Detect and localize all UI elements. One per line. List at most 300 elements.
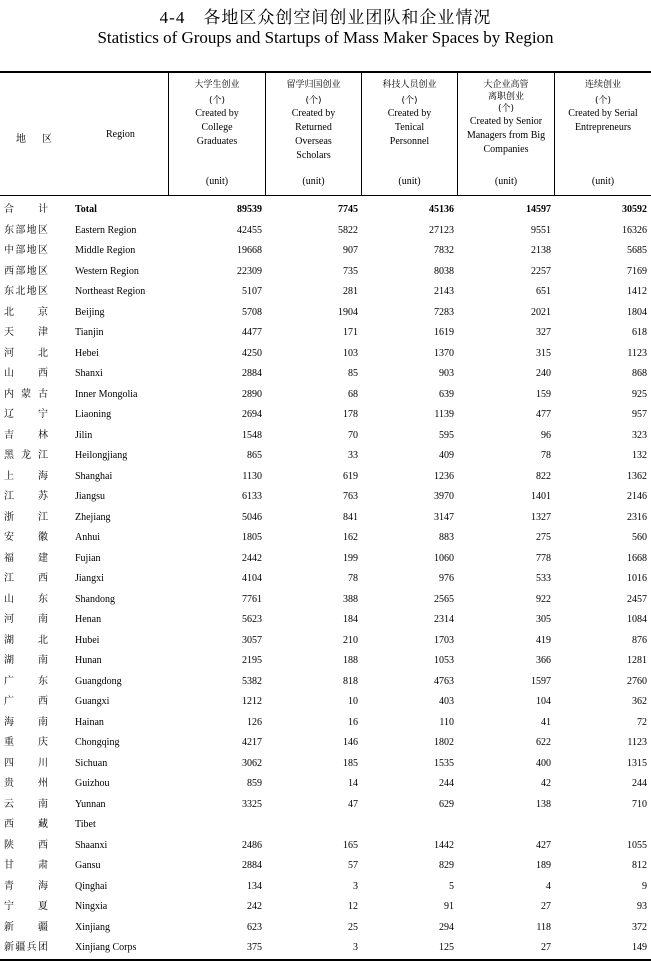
table-row: [0, 282, 651, 303]
table-row: [0, 610, 651, 631]
table-cell-value: 25: [348, 921, 358, 933]
table-cell-value: 1703: [434, 634, 454, 646]
table-cell-value: 388: [343, 593, 358, 605]
table-cell-value: 1802: [434, 737, 454, 748]
table-row: [0, 262, 651, 283]
region-header-english: Region: [106, 129, 135, 140]
table-row: [0, 241, 651, 262]
table-cell-value: 618: [632, 327, 647, 338]
column-header-english: Created by Serial Entrepreneurs: [568, 108, 638, 133]
table-cell-value: 3970: [434, 491, 454, 502]
table-cell-value: 27: [541, 942, 551, 953]
table-cell-value: 595: [439, 429, 454, 441]
column-header-senior-managers: [458, 73, 554, 195]
table-cell-value: 14: [348, 778, 358, 789]
table-row: [0, 918, 651, 939]
column-header-serial-entrepreneurs: [555, 73, 651, 195]
table-cell-value: 103: [343, 347, 358, 359]
table-cell-value: 178: [343, 409, 358, 420]
column-unit-english: (unit): [205, 176, 229, 187]
table-cell-value: 1548: [242, 429, 262, 441]
table-cell-value: 2314: [434, 614, 454, 625]
region-name-english: Hubei: [75, 634, 100, 646]
column-header-returned-scholars: [266, 73, 361, 195]
table-cell-value: 91: [444, 901, 454, 912]
table-cell-value: 2884: [242, 860, 262, 871]
region-name-chinese: 青海: [4, 880, 48, 892]
table-cell-value: 42: [541, 778, 551, 789]
region-name-chinese: 中部地区: [4, 245, 48, 256]
table-cell-value: 244: [439, 778, 454, 789]
table-cell-value: 2316: [627, 511, 647, 523]
table-cell-value: 12: [348, 901, 358, 912]
column-header-chinese: 连续创业: [584, 80, 621, 90]
region-name-english: Western Region: [75, 265, 139, 277]
region-name-english: Heilongjiang: [75, 450, 128, 461]
region-name-english: Zhejiang: [75, 511, 111, 523]
table-cell-value: 366: [536, 655, 551, 666]
table-cell-value: 976: [439, 573, 454, 584]
table-cell-value: 188: [343, 655, 358, 666]
table-cell-value: 1804: [627, 306, 647, 318]
column-header-chinese: 科技人员创业: [382, 80, 437, 90]
table-cell-value: 93: [637, 901, 647, 912]
table-cell-value: 8038: [434, 265, 454, 277]
table-cell-value: 126: [247, 716, 262, 728]
table-cell-value: 533: [536, 573, 551, 584]
table-cell-value: 184: [343, 614, 358, 625]
region-name-chinese: 广西: [4, 696, 48, 707]
table-row: [0, 426, 651, 447]
region-name-english: Beijing: [75, 306, 105, 318]
table-cell-value: 7761: [242, 593, 262, 605]
table-cell-value: 78: [541, 450, 551, 461]
region-name-chinese: 宁夏: [4, 901, 48, 912]
table-cell-value: 1281: [627, 655, 647, 666]
region-name-english: Anhui: [75, 532, 100, 543]
region-name-chinese: 广东: [4, 675, 48, 687]
region-name-english: Ningxia: [75, 901, 108, 912]
region-name-chinese: 海南: [4, 716, 48, 728]
table-row: [0, 631, 651, 652]
region-name-english: Inner Mongolia: [75, 388, 138, 400]
table-cell-value: 1130: [242, 470, 262, 482]
region-name-english: Yunnan: [75, 798, 106, 810]
region-name-english: Guizhou: [75, 778, 110, 789]
column-header-technical-personnel: [362, 73, 457, 195]
table-row: [0, 549, 651, 570]
table-row: [0, 467, 651, 488]
table-cell-value: 925: [632, 388, 647, 400]
region-name-chinese: 新疆: [4, 921, 48, 933]
table-cell-value: 2694: [242, 409, 262, 420]
table-cell-value: 132: [632, 450, 647, 461]
table-cell-value: 89539: [237, 204, 262, 215]
table-cell-value: 841: [343, 511, 358, 523]
table-cell-value: 868: [632, 368, 647, 379]
table-cell-value: 639: [439, 388, 454, 400]
region-name-chinese: 云南: [4, 798, 48, 810]
column-unit-english: (unit): [398, 176, 421, 187]
table-cell-value: 189: [536, 860, 551, 871]
column-header-english: Created by College Graduates: [195, 108, 239, 147]
table-row: [0, 774, 651, 795]
table-cell-value: 210: [343, 634, 358, 646]
table-cell-value: 1412: [627, 286, 647, 297]
region-name-english: Jilin: [75, 429, 93, 441]
table-cell-value: 41: [541, 716, 551, 728]
column-header-english: Created by Senior Managers from Big Companies: [466, 116, 546, 155]
table-cell-value: 96: [541, 429, 551, 441]
table-cell-value: 275: [536, 532, 551, 543]
region-name-english: Tianjin: [75, 327, 104, 338]
table-row: [0, 692, 651, 713]
table-cell-value: 3062: [242, 757, 262, 769]
table-cell-value: 1597: [531, 675, 551, 687]
table-cell-value: 3: [353, 942, 358, 953]
table-row: [0, 303, 651, 324]
region-name-english: Hebei: [75, 347, 99, 359]
region-name-english: Gansu: [75, 860, 101, 871]
table-cell-value: 1401: [531, 491, 551, 502]
table-row: [0, 200, 651, 221]
table-cell-value: 16326: [622, 224, 647, 236]
table-row: [0, 487, 651, 508]
table-cell-value: 33: [348, 450, 358, 461]
table-row: [0, 528, 651, 549]
table-cell-value: 427: [536, 839, 551, 851]
region-name-chinese: 重庆: [4, 737, 48, 748]
table-cell-value: 763: [343, 491, 358, 502]
region-name-chinese: 天津: [4, 327, 48, 338]
table-cell-value: 1053: [434, 655, 454, 666]
region-name-chinese: 湖南: [4, 655, 48, 666]
table-cell-value: 9: [642, 880, 647, 892]
table-cell-value: 2486: [242, 839, 262, 851]
table-cell-value: 622: [536, 737, 551, 748]
table-row: [0, 836, 651, 857]
table-cell-value: 19668: [237, 245, 262, 256]
table-cell-value: 240: [536, 368, 551, 379]
table-cell-value: 1123: [627, 347, 647, 359]
table-cell-value: 1016: [627, 573, 647, 584]
table-cell-value: 14597: [526, 204, 551, 215]
table-cell-value: 5708: [242, 306, 262, 318]
table-cell-value: 372: [632, 921, 647, 933]
table-row: [0, 713, 651, 734]
region-name-english: Guangxi: [75, 696, 110, 707]
table-cell-value: 883: [439, 532, 454, 543]
table-cell-value: 1362: [627, 470, 647, 482]
table-cell-value: 27123: [429, 224, 454, 236]
table-cell-value: 3: [353, 880, 358, 892]
table-cell-value: 922: [536, 593, 551, 605]
table-cell-value: 3147: [434, 511, 454, 523]
table-cell-value: 2442: [242, 552, 262, 564]
table-cell-value: 859: [247, 778, 262, 789]
table-cell-value: 7169: [627, 265, 647, 277]
table-cell-value: 4250: [242, 347, 262, 359]
table-cell-value: 829: [439, 860, 454, 871]
column-unit-english: (unit): [494, 176, 518, 187]
table-cell-value: 2884: [242, 368, 262, 379]
table-cell-value: 1442: [434, 839, 454, 851]
table-cell-value: 2143: [434, 286, 454, 297]
table-row: [0, 856, 651, 877]
table-cell-value: 710: [632, 798, 647, 810]
region-name-chinese: 江苏: [4, 491, 48, 502]
region-name-chinese: 东北地区: [4, 286, 48, 297]
table-cell-value: 2565: [434, 593, 454, 605]
table-cell-value: 45136: [429, 204, 454, 215]
region-name-english: Henan: [75, 614, 102, 625]
table-cell-value: 185: [343, 757, 358, 769]
table-cell-value: 2195: [242, 655, 262, 666]
region-name-chinese: 北京: [4, 306, 48, 318]
column-unit-english: (unit): [591, 176, 615, 187]
table-bottom-rule: [0, 959, 651, 961]
table-cell-value: 1327: [531, 511, 551, 523]
region-name-chinese: 辽宁: [4, 409, 48, 420]
column-unit-chinese: (个): [594, 96, 612, 106]
table-cell-value: 1805: [242, 532, 262, 543]
table-cell-value: 5382: [242, 675, 262, 687]
region-name-english: Shanghai: [75, 470, 113, 482]
table-cell-value: 957: [632, 409, 647, 420]
table-cell-value: 22309: [237, 265, 262, 277]
table-row: [0, 344, 651, 365]
region-name-english: Sichuan: [75, 757, 108, 769]
table-cell-value: 400: [536, 757, 551, 769]
table-cell-value: 1084: [627, 614, 647, 625]
table-cell-value: 199: [343, 552, 358, 564]
table-cell-value: 5623: [242, 614, 262, 625]
region-name-chinese: 江西: [4, 573, 48, 584]
table-cell-value: 104: [536, 696, 551, 707]
table-cell-value: 1535: [434, 757, 454, 769]
table-cell-value: 4104: [242, 573, 262, 584]
table-cell-value: 403: [439, 696, 454, 707]
table-cell-value: 146: [343, 737, 358, 748]
region-name-english: Middle Region: [75, 245, 136, 256]
table-cell-value: 4477: [242, 327, 262, 338]
column-header-chinese: 大企业高管离职创业: [483, 80, 529, 102]
table-cell-value: 2760: [627, 675, 647, 687]
table-cell-value: 1370: [434, 347, 454, 359]
region-name-english: Fujian: [75, 552, 101, 564]
table-row: [0, 508, 651, 529]
table-cell-value: 110: [439, 716, 454, 728]
table-cell-value: 70: [348, 429, 358, 441]
region-name-english: Total: [75, 204, 97, 215]
table-cell-value: 778: [536, 552, 551, 564]
table-cell-value: 5685: [627, 245, 647, 256]
region-name-english: Shanxi: [75, 368, 103, 379]
table-cell-value: 2257: [531, 265, 551, 277]
table-cell-value: 10: [348, 696, 358, 707]
table-cell-value: 2890: [242, 388, 262, 400]
region-header-chinese: 地区: [16, 134, 68, 145]
column-header-college-graduates: [169, 73, 265, 195]
table-cell-value: 118: [536, 921, 551, 933]
table-cell-value: 907: [343, 245, 358, 256]
table-cell-value: 165: [343, 839, 358, 851]
region-name-english: Qinghai: [75, 880, 108, 892]
table-cell-value: 27: [541, 901, 551, 912]
table-cell-value: 4217: [242, 737, 262, 748]
table-cell-value: 6133: [242, 491, 262, 502]
table-cell-value: 2457: [627, 593, 647, 605]
region-name-chinese: 内蒙古: [4, 388, 48, 400]
table-cell-value: 629: [439, 798, 454, 810]
column-unit-chinese: (个): [401, 96, 418, 106]
column-unit-chinese: (个): [497, 104, 515, 114]
table-row: [0, 364, 651, 385]
table-cell-value: 149: [632, 942, 647, 953]
region-name-chinese: 福建: [4, 552, 48, 564]
region-name-chinese: 西藏: [4, 819, 48, 830]
table-cell-value: 812: [632, 860, 647, 871]
table-row: [0, 405, 651, 426]
table-row: [0, 323, 651, 344]
table-header-rule: [0, 195, 651, 196]
table-row: [0, 938, 651, 959]
table-cell-value: 162: [343, 532, 358, 543]
table-cell-value: 3057: [242, 634, 262, 646]
table-row: [0, 897, 651, 918]
region-name-chinese: 东部地区: [4, 224, 48, 236]
table-cell-value: 651: [536, 286, 551, 297]
region-name-english: Shaanxi: [75, 839, 108, 851]
table-row: [0, 754, 651, 775]
table-cell-value: 5822: [338, 224, 358, 236]
table-cell-value: 3325: [242, 798, 262, 810]
table-cell-value: 5: [449, 880, 454, 892]
region-name-english: Jiangxi: [75, 573, 104, 584]
table-cell-value: 125: [439, 942, 454, 953]
region-name-chinese: 西部地区: [4, 265, 48, 277]
table-cell-value: 2146: [627, 491, 647, 502]
table-cell-value: 315: [536, 347, 551, 359]
table-cell-value: 362: [632, 696, 647, 707]
column-header-english: Created by Returned Overseas Scholars: [291, 108, 336, 161]
table-cell-value: 7832: [434, 245, 454, 256]
table-cell-value: 876: [632, 634, 647, 646]
column-unit-chinese: (个): [208, 96, 226, 106]
table-cell-value: 623: [247, 921, 262, 933]
table-cell-value: 85: [348, 368, 358, 379]
region-name-chinese: 上海: [4, 470, 48, 482]
table-row: [0, 569, 651, 590]
table-cell-value: 560: [632, 532, 647, 543]
page-title-english: Statistics of Groups and Startups of Mass Maker Spaces by Region: [97, 28, 554, 47]
table-cell-value: 735: [343, 265, 358, 277]
region-name-chinese: 陕西: [4, 839, 48, 851]
table-cell-value: 2138: [531, 245, 551, 256]
table-cell-value: 323: [632, 429, 647, 441]
table-cell-value: 865: [247, 450, 262, 461]
table-cell-value: 5046: [242, 511, 262, 523]
table-cell-value: 57: [348, 860, 358, 871]
region-name-english: Tibet: [75, 819, 96, 830]
region-name-chinese: 黑龙江: [4, 450, 48, 461]
column-header-chinese: 大学生创业: [194, 80, 240, 90]
table-row: [0, 877, 651, 898]
column-header-chinese: 留学归国创业: [286, 80, 341, 90]
table-cell-value: 1904: [338, 306, 358, 318]
table-cell-value: 68: [348, 388, 358, 400]
table-cell-value: 1060: [434, 552, 454, 564]
table-cell-value: 409: [439, 450, 454, 461]
region-name-english: Hunan: [75, 655, 102, 666]
table-row: [0, 672, 651, 693]
table-cell-value: 5107: [242, 286, 262, 297]
region-name-english: Shandong: [75, 593, 115, 605]
column-unit-english: (unit): [302, 176, 325, 187]
column-unit-chinese: (个): [305, 96, 322, 106]
region-name-english: Chongqing: [75, 737, 120, 748]
table-row: [0, 590, 651, 611]
region-name-chinese: 河北: [4, 347, 48, 359]
table-cell-value: 375: [247, 942, 262, 953]
region-name-english: Northeast Region: [75, 286, 146, 297]
table-cell-value: 4: [546, 880, 551, 892]
table-cell-value: 327: [536, 327, 551, 338]
table-cell-value: 477: [536, 409, 551, 420]
table-cell-value: 818: [343, 675, 358, 687]
table-cell-value: 16: [348, 716, 358, 728]
table-row: [0, 651, 651, 672]
table-row: [0, 815, 651, 836]
table-cell-value: 2021: [531, 306, 551, 318]
table-cell-value: 7745: [338, 204, 358, 215]
table-row: [0, 733, 651, 754]
table-cell-value: 1315: [627, 757, 647, 769]
region-name-chinese: 甘肃: [4, 860, 48, 871]
table-cell-value: 619: [343, 470, 358, 482]
table-cell-value: 9551: [531, 224, 551, 236]
region-name-chinese: 河南: [4, 614, 48, 625]
table-row: [0, 385, 651, 406]
region-name-english: Jiangsu: [75, 491, 105, 502]
table-cell-value: 1123: [627, 737, 647, 748]
region-name-chinese: 安徽: [4, 532, 48, 543]
region-name-english: Xinjiang Corps: [75, 942, 137, 953]
page-title-chinese: 4-4 各地区众创空间创业团队和企业情况: [159, 8, 492, 27]
table-cell-value: 903: [439, 368, 454, 379]
table-cell-value: 419: [536, 634, 551, 646]
table-cell-value: 1619: [434, 327, 454, 338]
table-cell-value: 1139: [434, 409, 454, 420]
region-name-english: Guangdong: [75, 675, 122, 687]
table-cell-value: 1055: [627, 839, 647, 851]
table-cell-value: 30592: [622, 204, 647, 215]
table-body: [0, 200, 651, 959]
table-cell-value: 4763: [434, 675, 454, 687]
table-cell-value: 305: [536, 614, 551, 625]
table-row: [0, 221, 651, 242]
region-name-english: Eastern Region: [75, 224, 137, 236]
table-cell-value: 242: [247, 901, 262, 912]
table-cell-value: 294: [439, 921, 454, 933]
region-name-chinese: 浙江: [4, 511, 48, 523]
table-cell-value: 7283: [434, 306, 454, 318]
table-row: [0, 795, 651, 816]
region-name-chinese: 山东: [4, 593, 48, 605]
region-name-chinese: 合计: [4, 204, 48, 215]
region-name-chinese: 山西: [4, 368, 48, 379]
region-name-chinese: 吉林: [4, 429, 48, 441]
